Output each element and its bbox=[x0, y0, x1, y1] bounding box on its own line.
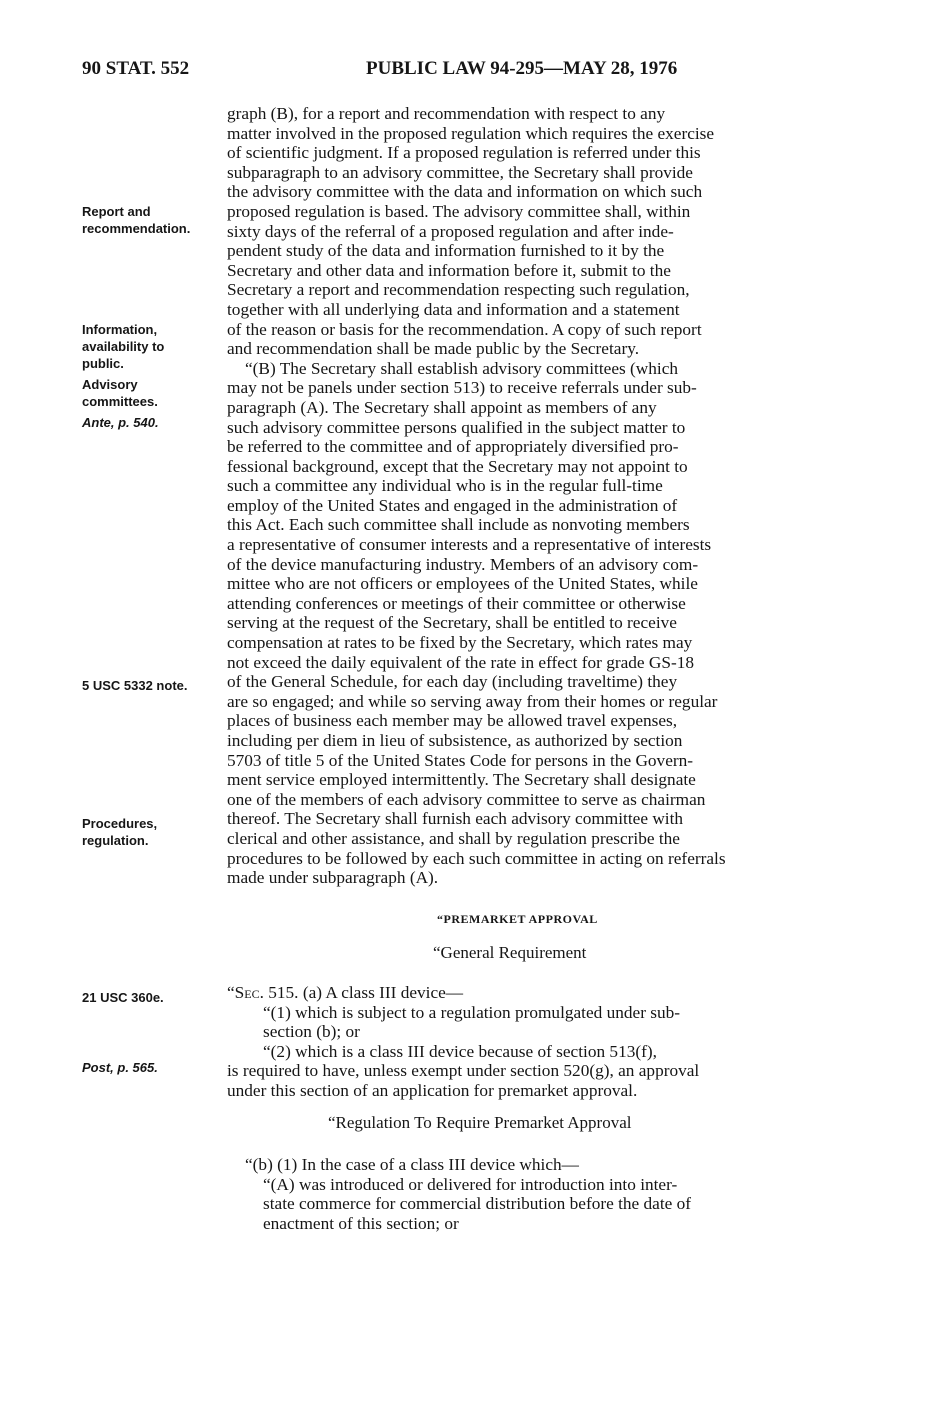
body-line: such advisory committee persons qualified in the subject matter to bbox=[227, 417, 686, 437]
body-line: mittee who are not officers or employees of the United States, while bbox=[227, 574, 698, 594]
running-title: PUBLIC LAW 94-295—MAY 28, 1976 bbox=[366, 58, 678, 79]
body-line: of the reason or basis for the recommendation. A copy of such report bbox=[227, 319, 702, 339]
body-line: paragraph (A). The Secretary shall appoint as members of any bbox=[227, 397, 657, 417]
body-paragraphs bbox=[227, 104, 847, 888]
body-line: matter involved in the proposed regulation which requires the exercise bbox=[227, 123, 715, 143]
body-line: serving at the request of the Secretary, shall be entitled to receive bbox=[227, 613, 677, 633]
margin-note-advisory: Advisory committees. bbox=[82, 377, 158, 409]
margin-note-information: Information, availability to public. bbox=[82, 322, 165, 371]
body-line: such a committee any individual who is in the regular full-time bbox=[227, 476, 663, 496]
margin-note-procedures: Procedures, regulation. bbox=[82, 816, 158, 848]
heading-general-requirement: “General Requirement bbox=[433, 943, 587, 962]
body-line: employ of the United States and engaged in the administration of bbox=[227, 495, 678, 515]
section-515-a: “Sec. 515. (a) A class III device— “(1) which is subject to a regulation promulgated under sub- section (b); or “(2) which is a class III device because of section 513(f), is required to have, unless exempt under section 520(g), an approval under this section of an application for premarket approval. bbox=[227, 983, 847, 1101]
item-1: “(1) which is subject to a regulation promulgated under sub- bbox=[263, 1002, 681, 1022]
body-line: thereof. The Secretary shall furnish each advisory committee with bbox=[227, 809, 684, 829]
statute-page-number: 90 STAT. 552 bbox=[82, 58, 190, 79]
margin-note-ante: Ante, p. 540. bbox=[82, 415, 159, 430]
body-line: including per diem in lieu of subsistence, as authorized by section bbox=[227, 731, 683, 750]
section-label: “Sec. bbox=[227, 983, 264, 1002]
margin-note-report: Report and recommendation. bbox=[82, 204, 191, 236]
margin-note-5usc5332: 5 USC 5332 note. bbox=[82, 678, 188, 693]
body-line: this Act. Each such committee shall include as nonvoting members bbox=[227, 515, 690, 535]
section-515-b: “(b) (1) In the case of a class III device which— “(A) was introduced or delivered for introduction into inter- state commerce for commercial distribution before the date of enactment of this section; or bbox=[227, 1155, 847, 1233]
heading-regulation-premarket: “Regulation To Require Premarket Approval bbox=[328, 1113, 632, 1132]
body-line: made under subparagraph (A). bbox=[227, 868, 439, 888]
body-line: “(B) The Secretary shall establish advisory committees (which bbox=[245, 358, 679, 378]
body-line: together with all underlying data and information and a statement bbox=[227, 299, 680, 319]
body-line: proposed regulation is based. The advisory committee shall, within bbox=[227, 201, 691, 221]
body-line: of scientific judgment. If a proposed regulation is referred under this bbox=[227, 143, 701, 163]
body-line: ment service employed intermittently. The Secretary shall designate bbox=[227, 770, 696, 790]
page-header bbox=[0, 58, 943, 84]
body-line: be referred to the committee and of appropriately diversified pro- bbox=[227, 437, 679, 457]
body-line: not exceed the daily equivalent of the rate in effect for grade GS-18 bbox=[227, 652, 695, 672]
body-line: 5703 of title 5 of the United States Code for persons in the Govern- bbox=[227, 750, 694, 770]
body-line: one of the members of each advisory committee to serve as chairman bbox=[227, 789, 706, 809]
margin-note-21usc360e: 21 USC 360e. bbox=[82, 990, 164, 1005]
body-line: clerical and other assistance, and shall by regulation prescribe the bbox=[227, 828, 680, 848]
body-line: procedures to be followed by each such committee in acting on referrals bbox=[227, 848, 726, 868]
body-line: may not be panels under section 513) to receive referrals under sub- bbox=[227, 378, 697, 398]
body-line: sixty days of the referral of a proposed regulation and after inde- bbox=[227, 221, 674, 241]
body-line: compensation at rates to be fixed by the Secretary, which rates may bbox=[227, 633, 693, 653]
item-A: “(A) was introduced or delivered for introduction into inter- bbox=[263, 1174, 678, 1194]
body-line: and recommendation shall be made public by the Secretary. bbox=[227, 339, 640, 359]
body-line: of the device manufacturing industry. Members of an advisory com- bbox=[227, 554, 699, 574]
body-line: pendent study of the data and information furnished to it by the bbox=[227, 241, 665, 261]
body-line: of the General Schedule, for each day (including traveltime) they bbox=[227, 672, 678, 692]
body-line: attending conferences or meetings of their committee or otherwise bbox=[227, 593, 686, 613]
body-line: are so engaged; and while so serving away from their homes or regular bbox=[227, 691, 718, 711]
body-line: graph (B), for a report and recommendation with respect to any bbox=[227, 104, 666, 123]
body-line: a representative of consumer interests and a representative of interests bbox=[227, 535, 712, 555]
body-line: fessional background, except that the Secretary may not appoint to bbox=[227, 456, 688, 476]
body-line: Secretary a report and recommendation respecting such regulation, bbox=[227, 280, 690, 300]
item-2: “(2) which is a class III device because of section 513(f), bbox=[263, 1041, 657, 1061]
margin-note-post: Post, p. 565. bbox=[82, 1060, 158, 1075]
body-line: Secretary and other data and information before it, submit to the bbox=[227, 260, 671, 280]
body-line: subparagraph to an advisory committee, the Secretary shall provide bbox=[227, 162, 693, 182]
body-line: the advisory committee with the data and information on which such bbox=[227, 182, 703, 202]
body-line: places of business each member may be allowed travel expenses, bbox=[227, 711, 678, 731]
heading-premarket-approval: “PREMARKET APPROVAL bbox=[437, 912, 598, 926]
